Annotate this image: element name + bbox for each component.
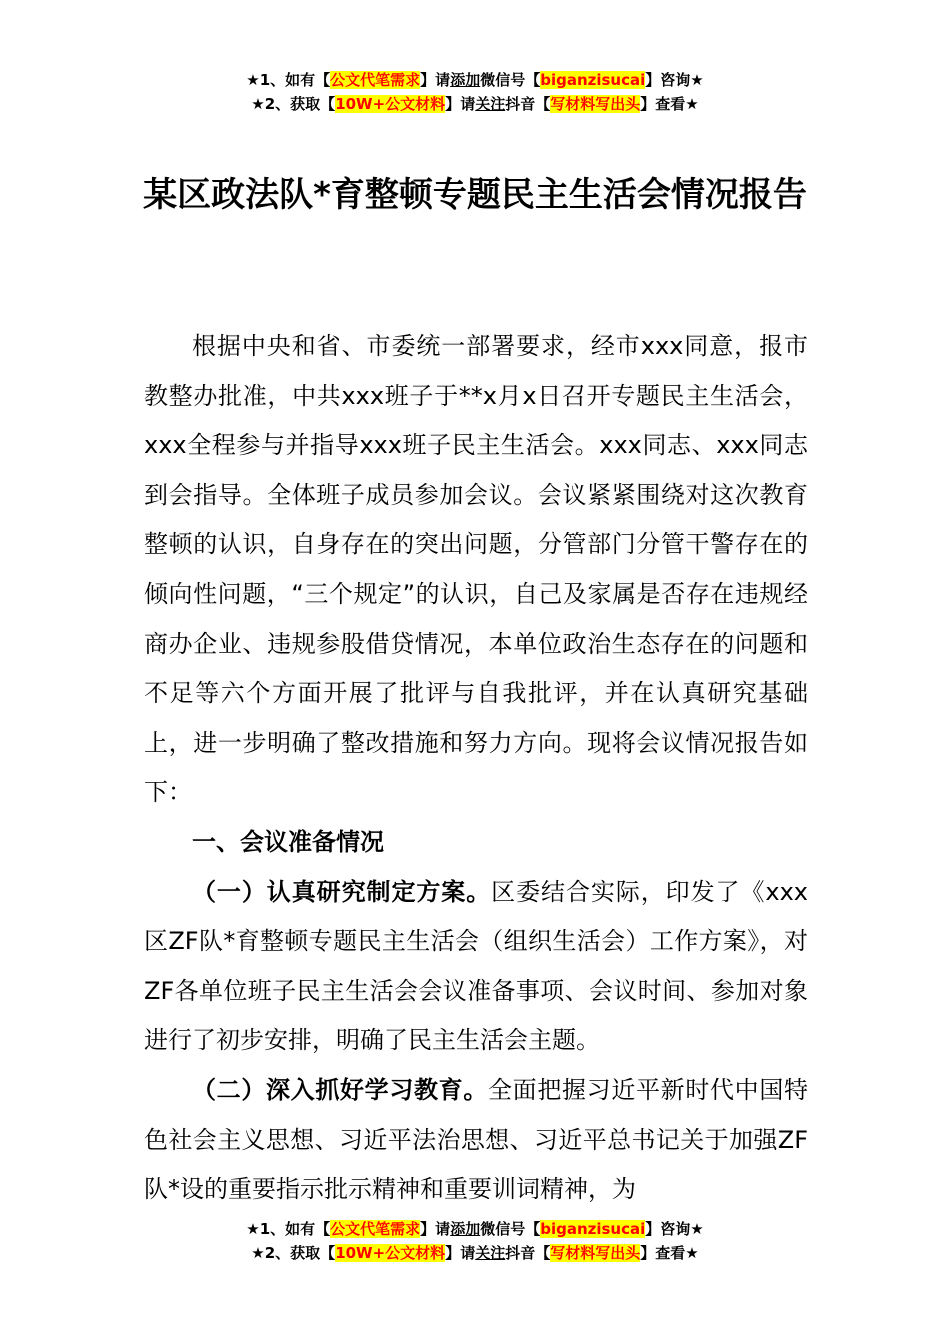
item-heading: （一）认真研究制定方案。	[192, 877, 492, 906]
promo-highlight: biganzisucai	[540, 71, 646, 89]
promo-highlight: 10W+公文材料	[335, 95, 446, 113]
promo-highlight: 写材料写出头	[550, 1244, 641, 1262]
top-promo-banner	[0, 68, 950, 116]
item-text: 全面把握习近平新时代中国特色社会主义思想、习近平法治思想、习近平总书记关于加强ZF队*设的重要指示批示精神和重要训词精神，为	[144, 1075, 808, 1204]
item-heading: （二）深入抓好学习教育。	[192, 1075, 488, 1104]
promo-highlight: 公文代笔需求	[330, 1220, 421, 1238]
intro-paragraph: 根据中央和省、市委统一部署要求，经市xxx同意，报市教整办批准，中共xxx班子于**x月x日召开专题民主生活会，xxx全程参与并指导xxx班子民主生活会。xxx同志、xxx同志到会指导。全体班子成员参加会议。会议紧紧围绕对这次教育整顿的认识，自身存在的突出问题，分管部门分管干警存在的倾向性问题，“三个规定”的认识，自己及家属是否存在违规经商办企业、违规参股借贷情况，本单位政治生态存在的问题和不足等六个方面开展了批评与自我批评，并在认真研究基础上，进一步明确了整改措施和努力方向。现将会议情况报告如下：	[144, 332, 808, 807]
promo-highlight: biganzisucai	[540, 1220, 646, 1238]
document-body	[144, 322, 808, 1215]
promo-line-1: ★1、如有【公文代笔需求】请添加微信号【biganzisucai】咨询★	[246, 71, 704, 89]
item-paragraph	[144, 1066, 808, 1215]
section-heading: 一、会议准备情况	[192, 827, 384, 856]
item-paragraph	[144, 868, 808, 1066]
bottom-promo-banner	[0, 1217, 950, 1265]
promo-highlight: 10W+公文材料	[335, 1244, 446, 1262]
promo-highlight: 公文代笔需求	[330, 71, 421, 89]
promo-line-2: ★2、获取【10W+公文材料】请关注抖音【写材料写出头】查看★	[251, 1244, 699, 1262]
document-title: 某区政法队*育整顿专题民主生活会情况报告	[143, 175, 807, 215]
promo-line-1: ★1、如有【公文代笔需求】请添加微信号【biganzisucai】咨询★	[246, 1220, 704, 1238]
item-text: 区委结合实际，印发了《xxx区ZF队*育整顿专题民主生活会（组织生活会）工作方案》，对ZF各单位班子民主生活会会议准备事项、会议时间、参加对象进行了初步安排，明确了民主生活会主题。	[144, 877, 809, 1055]
promo-highlight: 写材料写出头	[550, 95, 641, 113]
promo-line-2: ★2、获取【10W+公文材料】请关注抖音【写材料写出头】查看★	[251, 95, 699, 113]
